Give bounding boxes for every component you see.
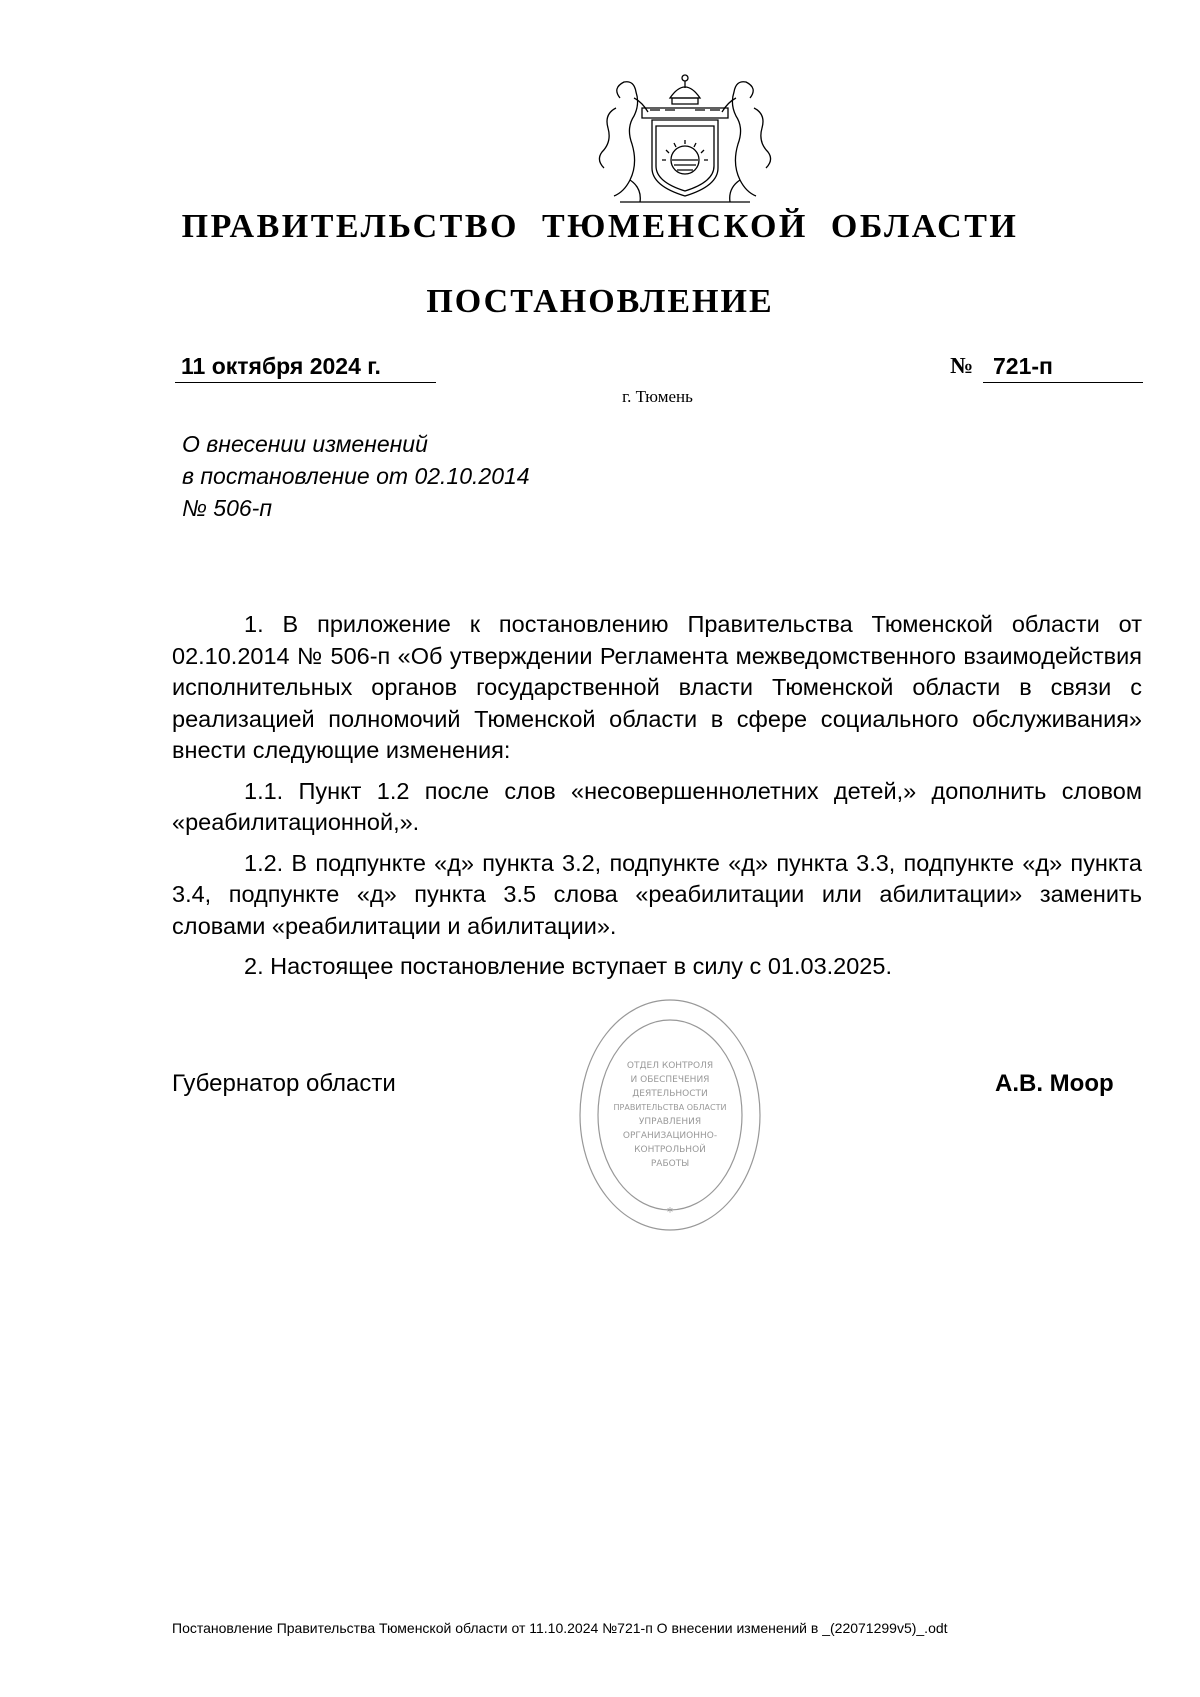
svg-text:ДЕЯТЕЛЬНОСТИ: ДЕЯТЕЛЬНОСТИ xyxy=(632,1089,708,1099)
document-body xyxy=(172,609,1142,992)
svg-text:КОНТРОЛЬНОЙ: КОНТРОЛЬНОЙ xyxy=(634,1145,706,1155)
document-number: 721-п xyxy=(983,353,1143,383)
svg-text:УПРАВЛЕНИЯ: УПРАВЛЕНИЯ xyxy=(638,1117,702,1127)
svg-text:*: * xyxy=(667,1205,673,1219)
subject-line: № 506-п xyxy=(182,495,272,521)
svg-text:И ОБЕСПЕЧЕНИЯ: И ОБЕСПЕЧЕНИЯ xyxy=(630,1075,710,1085)
body-paragraph: 1.2. В подпункте «д» пункта 3.2, подпункте «д» пункта 3.3, подпункте «д» пункта 3.4, подпункте «д» пункта 3.5 слова «реабилитации или абилитации» заменить словами «реабилитации и абилитации». xyxy=(172,849,1142,939)
document-type-title: ПОСТАНОВЛЕНИЕ xyxy=(426,283,774,320)
government-title: ПРАВИТЕЛЬСТВО ТЮМЕНСКОЙ ОБЛАСТИ xyxy=(181,208,1019,245)
svg-text:ОРГАНИЗАЦИОННО-: ОРГАНИЗАЦИОННО- xyxy=(622,1131,718,1141)
body-paragraph: 2. Настоящее постановление вступает в силу с 01.03.2025. xyxy=(244,953,892,979)
subject-line: О внесении изменений xyxy=(182,431,428,457)
coat-of-arms-emblem xyxy=(590,68,780,208)
signatory-name: А.В. Моор xyxy=(995,1070,1114,1097)
document-date: 11 октября 2024 г. xyxy=(175,353,436,383)
svg-text:ПРАВИТЕЛЬСТВА ОБЛАСТИ: ПРАВИТЕЛЬСТВА ОБЛАСТИ xyxy=(613,1103,727,1112)
document-city: г. Тюмень xyxy=(622,387,693,406)
body-paragraph: 1.1. Пункт 1.2 после слов «несовершеннолетних детей,» дополнить словом «реабилитационной,». xyxy=(172,777,1142,835)
document-subject xyxy=(182,428,530,524)
page-footer: Постановление Правительства Тюменской области от 11.10.2024 №721-п О внесении изменений в _(22071299v5)_.odt xyxy=(172,1620,948,1636)
official-seal-stamp xyxy=(575,990,765,1240)
svg-text:РАБОТЫ: РАБОТЫ xyxy=(650,1159,690,1169)
subject-line: в постановление от 02.10.2014 xyxy=(182,463,530,489)
svg-text:ОТДЕЛ КОНТРОЛЯ: ОТДЕЛ КОНТРОЛЯ xyxy=(626,1061,714,1071)
number-sign: № xyxy=(950,353,974,378)
signatory-position: Губернатор области xyxy=(172,1070,396,1097)
body-paragraph: 1. В приложение к постановлению Правительства Тюменской области от 02.10.2014 № 506-п «Об утверждении Регламента межведомственного взаимодействия исполнительных органов государственной власти Тюменской области в связи с реализацией полномочий Тюменской области в сфере социального обслуживания» внести следующие изменения: xyxy=(172,611,1142,763)
